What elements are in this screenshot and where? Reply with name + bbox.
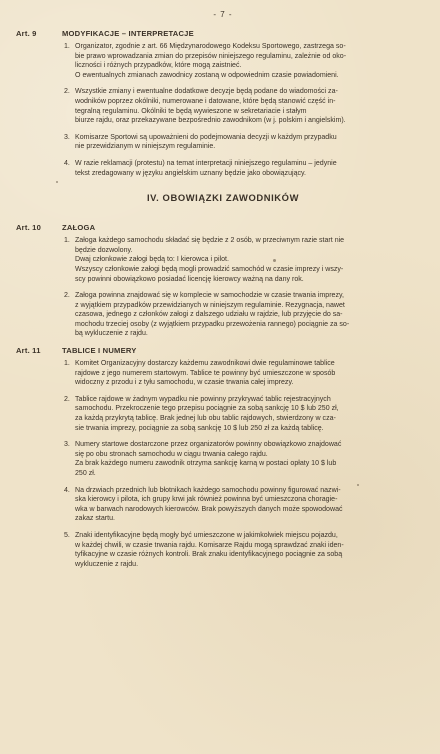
- item-text: Komisarze Sportowi są upoważnieni do podejmowania decyzji w każdym przypadku nie przewidzianym w niniejszym regulaminie.: [75, 133, 337, 151]
- list-item: [64, 133, 430, 152]
- article-items: [16, 42, 430, 178]
- item-text: Tablice rajdowe w żadnym wypadku nie powinny przykrywać tablic rejestracyjnych samochodu. Przekroczenie tego przepisu pociągnie za sobą sankcję 10 $ lub 250 zł, za każdą przykrytą tablicę. Brak jednej lub obu tablic rajdowych, stwierdzony w cza- sie trwania imprezy, pociągnie za sobą sankcję 10 $ lub 250 zł za każdą tablicę.: [75, 395, 339, 432]
- item-text: W razie reklamacji (protestu) na temat interpretacji niniejszego regulaminu – jedynie tekst zredagowany w języku angielskim uznany będzie jako obowiązujący.: [75, 159, 337, 177]
- article-number: Art. 9: [16, 29, 37, 38]
- item-text: Komitet Organizacyjny dostarczy każdemu zawodnikowi dwie regulaminowe tablice rajdowe z jego numerem startowym. Tablice te powinny być umieszczone w sposób widoczny z przodu i z tyłu samochodu, w czasie trwania całej imprezy.: [75, 360, 336, 387]
- list-item: [64, 359, 430, 388]
- article-11: [16, 346, 430, 569]
- item-number: 1.: [64, 237, 70, 245]
- list-item: [64, 291, 430, 339]
- list-item: [64, 42, 430, 80]
- paper-speck: [273, 259, 276, 262]
- article-items: [16, 359, 430, 569]
- item-text: Numery startowe dostarczone przez organizatorów powinny obowiązkowo znajdować się po obu stronach samochodu w ciągu trwania całego rajdu. Za brak każdego numeru zawodnik otrzyma sankcję karną w postaci opłaty 10 $ lub 250 zł.: [75, 441, 342, 477]
- paper-speck: [56, 181, 58, 183]
- article-title: TABLICE I NUMERY: [62, 346, 137, 356]
- article-9: [16, 29, 430, 178]
- article-number: Art. 11: [16, 346, 41, 356]
- item-number: 2.: [64, 88, 70, 96]
- item-number: 3.: [64, 133, 70, 141]
- item-number: 4.: [64, 159, 70, 167]
- paper-speck: [357, 484, 359, 486]
- list-item: [64, 440, 430, 478]
- item-number: 5.: [64, 531, 70, 539]
- list-item: [64, 87, 430, 125]
- item-number: 1.: [64, 43, 70, 50]
- list-item: [64, 486, 430, 524]
- item-number: 3.: [64, 441, 70, 449]
- item-number: 4.: [64, 486, 70, 494]
- item-number: 2.: [64, 395, 70, 403]
- item-number: 2.: [64, 292, 70, 300]
- item-text: Znaki identyfikacyjne będą mogły być umieszczone w jakimkolwiek miejscu pojazdu, w każdej chwili, w czasie trwania rajdu. Komisarze Rajdu mogą sprawdzać znaki iden- tyfikacyjne w czasie różnych kontroli. Brak znaku identyfikacyjnego pociągnie za sobą wykluczenie z rajdu.: [75, 531, 344, 568]
- item-text: Załoga każdego samochodu składać się będzie z 2 osób, w przeciwnym razie start nie będzie dozwolony. Dwaj członkowie załogi będą to: I kierowca i pilot. Wszyscy członkowie załogi będą mogli prowadzić samochód w czasie imprezy i wszy- scy powinni obowiązkowo posiadać licencję kierowcy ważną na dany rok.: [75, 237, 345, 283]
- article-heading: [16, 223, 430, 232]
- article-title: ZAŁOGA: [62, 223, 96, 233]
- article-items: [16, 236, 430, 339]
- page-number: - 7 -: [213, 10, 233, 19]
- article-number: Art. 10: [16, 223, 42, 233]
- item-text: Załoga powinna znajdować się w komplecie w samochodzie w czasie trwania imprezy, z wyjątkiem przypadków przewidzianych w niniejszym regulaminie. Rezygnacja, nawet czasowa, jednego z członków załogi z dalszego udziału w rajdzie, lub przyjęcie do sa- mochodu trzeciej osoby (z wyjątkiem przypadku przewożenia rannego) pociągnie za so- bą wykluczenie z rajdu.: [75, 292, 350, 338]
- article-title: MODYFIKACJE – INTERPRETACJE: [62, 29, 194, 38]
- list-item: [64, 236, 430, 284]
- list-item: [64, 395, 430, 433]
- section-title: IV. OBOWIĄZKI ZAWODNIKÓW: [146, 192, 300, 204]
- article-heading: [16, 29, 430, 38]
- list-item: [64, 531, 430, 569]
- item-text: Organizator, zgodnie z art. 66 Międzynarodowego Kodeksu Sportowego, zastrzega so- bie prawo wprowadzania zmian do przepisów niniejszego regulaminu, zależnie od oko- liczności i różnych przypadków, które mogą zaistnieć. O ewentualnych zmianach zawodnicy zostaną w odpowiednim czasie powiadomieni.: [75, 43, 347, 79]
- item-text: Na drzwiach przednich lub błotnikach każdego samochodu powinny figurować nazwi- ska kierowcy i pilota, ich grupy krwi jak również powinna być umieszczona choragie- wka w barwach narodowych kierowców. Brak powyższych danych może spowodować zakaz startu.: [75, 486, 343, 523]
- article-10: [16, 223, 430, 339]
- item-text: Wszystkie zmiany i ewentualne dodatkowe decyzje będą podane do wiadomości za- wodników poprzez okólniki, numerowane i datowane, które będą stanowić część in- tegralną regulaminu. Okólniki te będą wywieszone w sekretariacie i stałym biurze rajdu, oraz przekazywane bezpośrednio zawodnikom (w j. polskim i angielskim).: [75, 88, 346, 125]
- list-item: [64, 159, 430, 178]
- item-number: 1.: [64, 360, 70, 368]
- article-heading: [16, 346, 430, 355]
